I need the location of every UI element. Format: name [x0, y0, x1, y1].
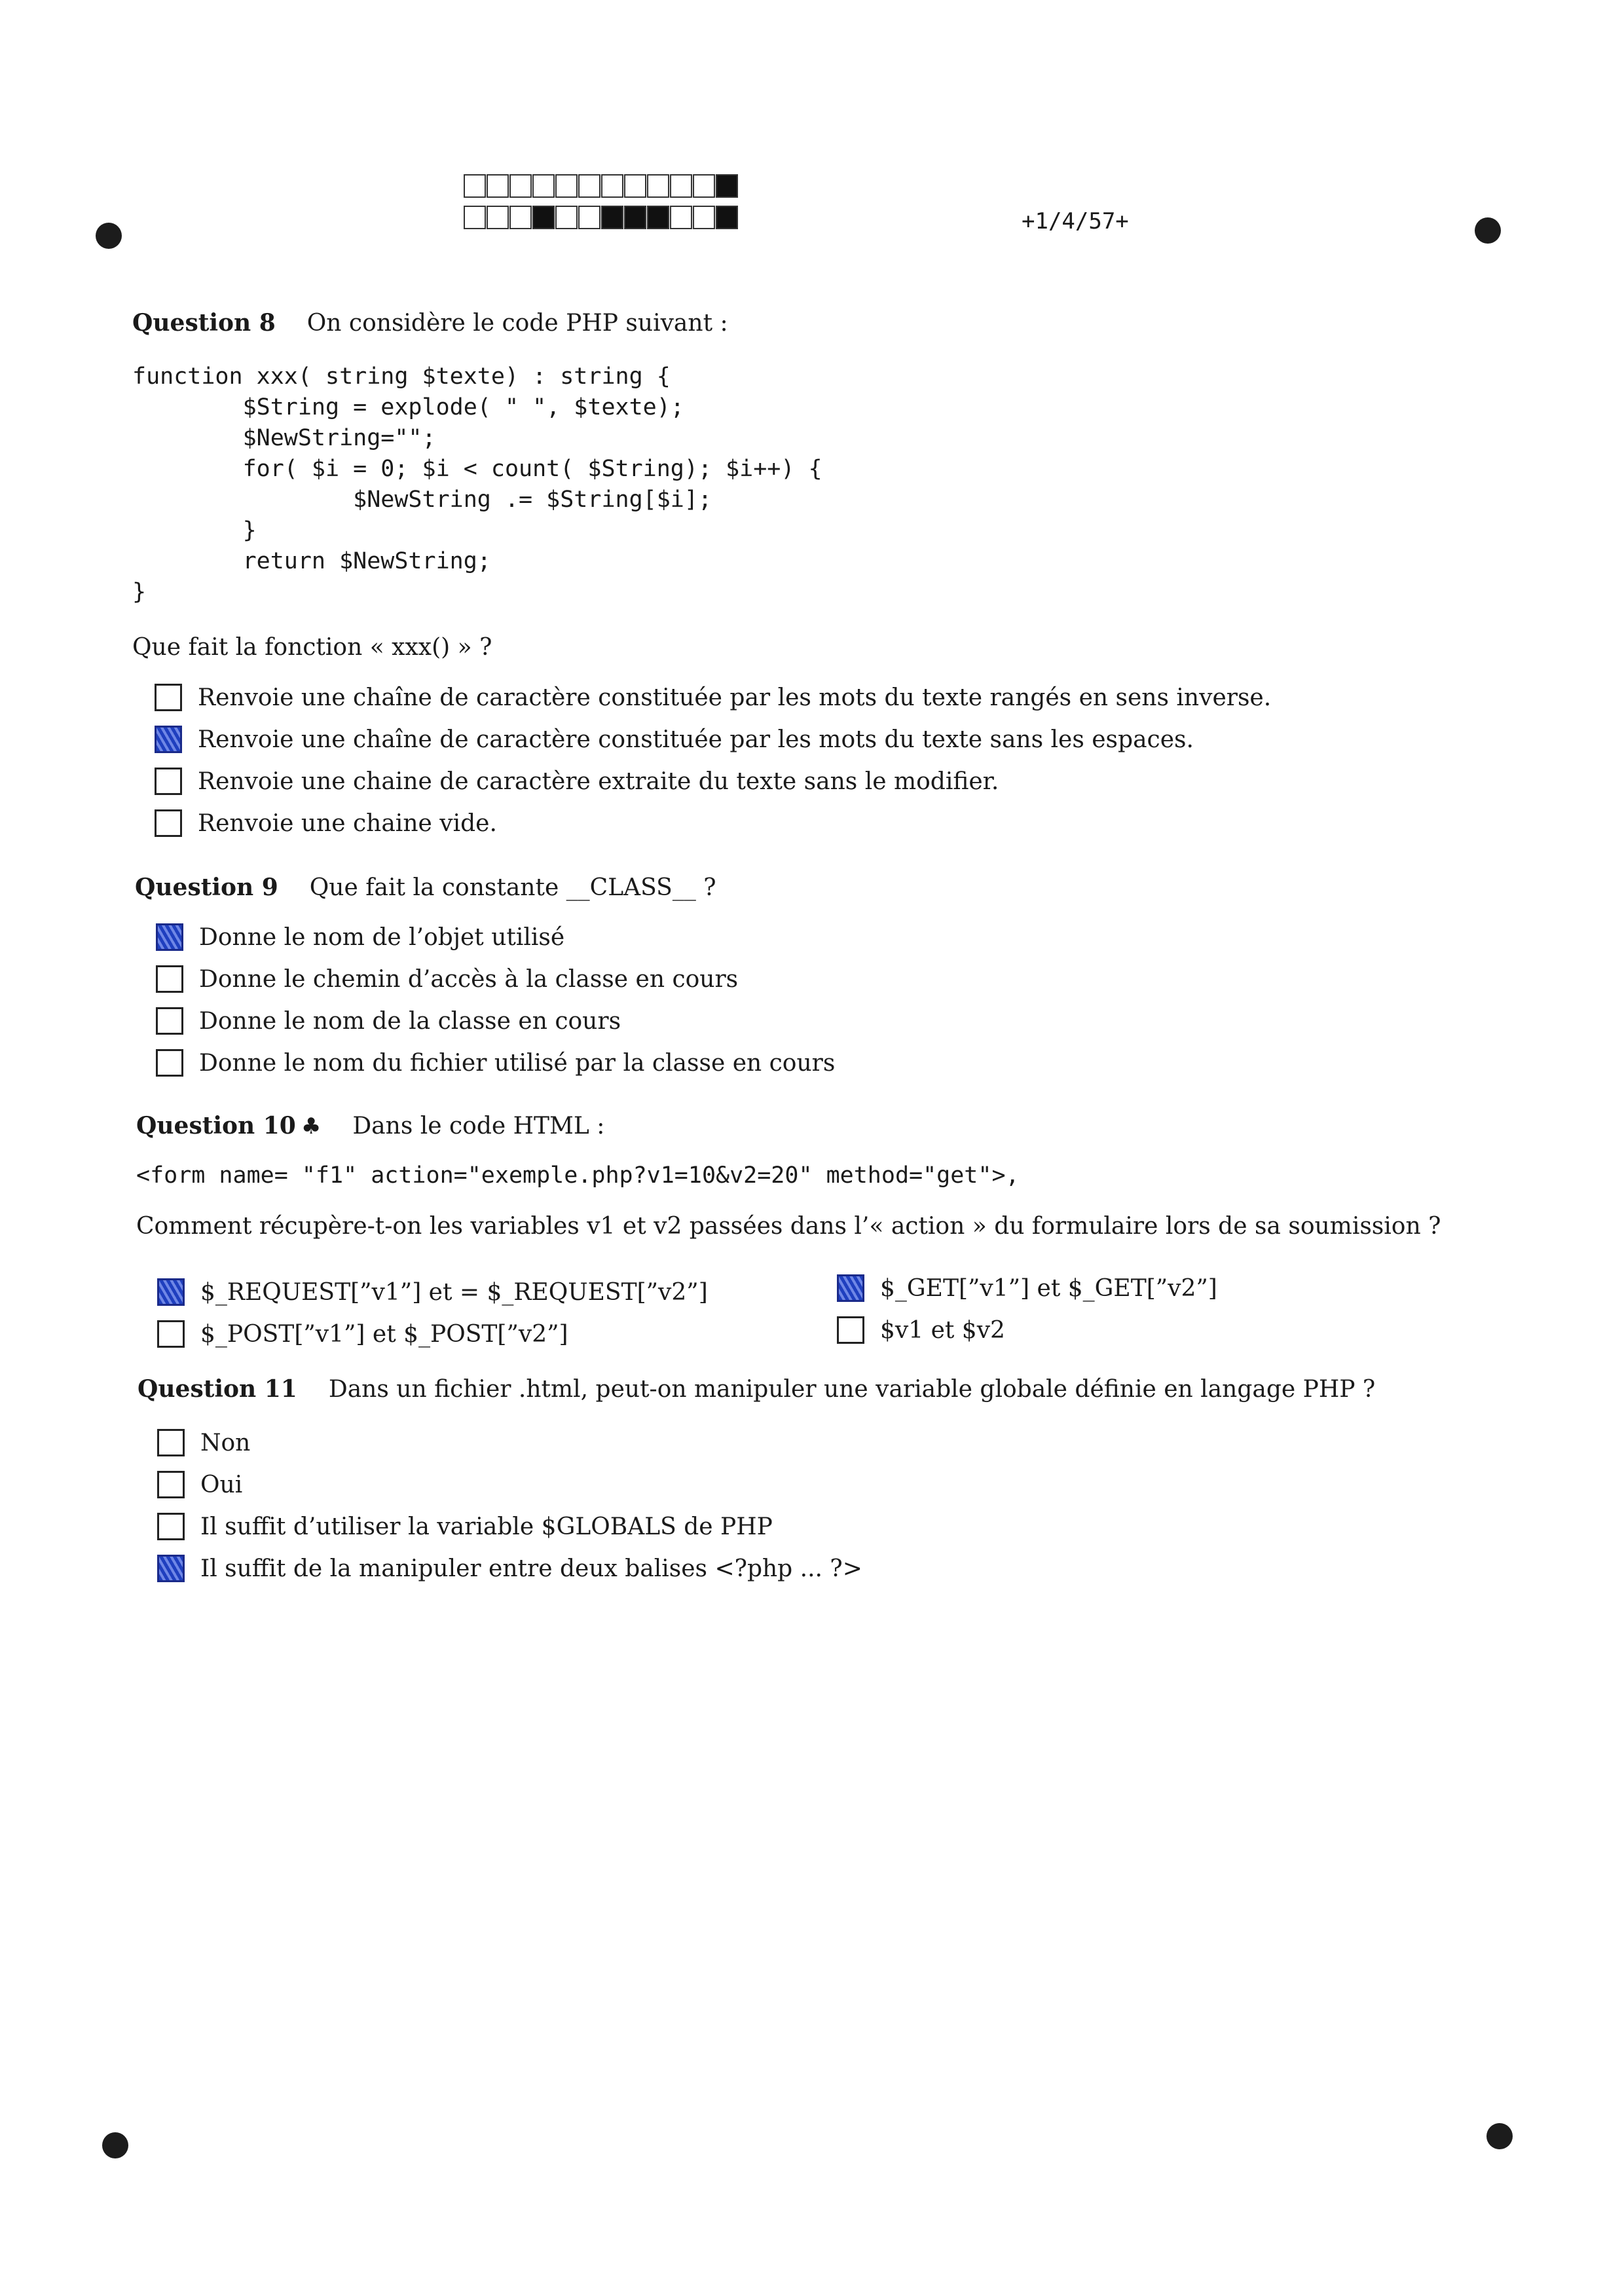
barcode-cell — [555, 206, 578, 229]
code-line: } — [132, 579, 147, 605]
barcode-cell — [693, 174, 715, 198]
q8-option-3[interactable] — [155, 768, 999, 795]
q10-option-3-label: $_POST[”v1”] et $_POST[”v2”] — [200, 1320, 568, 1348]
q9-checkbox-3[interactable] — [156, 1007, 183, 1035]
barcode-cell — [647, 174, 669, 198]
q11-option-4[interactable] — [157, 1555, 862, 1582]
question-10-prompt: Comment récupère-t-on les variables v1 et v2 passées dans l’« action » du formulaire lors de sa soumission ? — [136, 1213, 1441, 1240]
q9-checkbox-1[interactable] — [156, 923, 183, 951]
q9-checkbox-4[interactable] — [156, 1049, 183, 1077]
q8-option-2-label: Renvoie une chaîne de caractère constituée par les mots du texte sans les espaces. — [198, 726, 1194, 753]
q8-option-2[interactable] — [155, 726, 1194, 753]
question-11-label: Question 11 — [138, 1375, 297, 1403]
question-10-label-text: Question 10 — [136, 1112, 296, 1139]
registration-mark-top-left — [96, 223, 122, 249]
q9-option-1-label: Donne le nom de l’objet utilisé — [199, 923, 565, 951]
question-10-code: <form name= "f1" action="exemple.php?v1=10&v2=20" method="get">, — [136, 1162, 1020, 1189]
registration-mark-bottom-left — [102, 2132, 128, 2158]
q9-option-3-label: Donne le nom de la classe en cours — [199, 1007, 621, 1035]
q8-checkbox-4[interactable] — [155, 809, 182, 837]
q10-option-3[interactable] — [157, 1320, 568, 1348]
code-line: for( $i = 0; $i < count( $String); $i++) { — [132, 456, 822, 482]
q10-checkbox-4[interactable] — [837, 1316, 864, 1344]
q11-checkbox-3[interactable] — [157, 1513, 185, 1540]
q9-option-3[interactable] — [156, 1007, 621, 1035]
question-10-header — [136, 1112, 604, 1139]
q10-option-4-label: $v1 et $v2 — [880, 1316, 1005, 1344]
question-8-prompt: Que fait la fonction « xxx() » ? — [132, 634, 492, 661]
question-8-text: On considère le code PHP suivant : — [306, 310, 728, 337]
barcode-cell — [509, 174, 532, 198]
q11-option-3-label: Il suffit d’utiliser la variable $GLOBALS de PHP — [200, 1513, 773, 1540]
barcode-cell — [532, 174, 555, 198]
q10-option-1[interactable] — [157, 1278, 708, 1306]
code-line: $NewString=""; — [132, 425, 436, 451]
question-8-code — [132, 361, 822, 608]
barcode-row-2 — [464, 206, 739, 229]
question-10-text: Dans le code HTML : — [352, 1113, 605, 1139]
barcode-cell — [716, 206, 738, 229]
code-line: return $NewString; — [132, 548, 491, 574]
question-11-header — [138, 1375, 1375, 1403]
q10-checkbox-2[interactable] — [837, 1274, 864, 1302]
q11-checkbox-1[interactable] — [157, 1429, 185, 1456]
question-9-header — [135, 874, 716, 901]
barcode-cell — [532, 206, 555, 229]
barcode-cell — [578, 174, 600, 198]
barcode-cell — [716, 174, 738, 198]
q10-checkbox-1[interactable] — [157, 1278, 185, 1306]
question-11-text: Dans un fichier .html, peut-on manipuler une variable globale définie en langage PHP ? — [328, 1376, 1376, 1403]
barcode-cell — [509, 206, 532, 229]
q9-option-2[interactable] — [156, 965, 738, 993]
q11-option-1[interactable] — [157, 1429, 250, 1456]
q8-option-3-label: Renvoie une chaine de caractère extraite du texte sans le modifier. — [198, 768, 999, 795]
barcode-cell — [464, 174, 486, 198]
q8-checkbox-1[interactable] — [155, 684, 182, 711]
q10-option-2-label: $_GET[”v1”] et $_GET[”v2”] — [880, 1274, 1217, 1302]
q11-option-2-label: Oui — [200, 1471, 243, 1498]
barcode-cell — [670, 206, 692, 229]
question-9-text: Que fait la constante __CLASS__ ? — [309, 874, 716, 901]
q8-checkbox-2[interactable] — [155, 726, 182, 753]
q8-option-4-label: Renvoie une chaine vide. — [198, 809, 497, 837]
q11-checkbox-2[interactable] — [157, 1471, 185, 1498]
barcode-cell — [693, 206, 715, 229]
page-id: +1/4/57+ — [1022, 208, 1129, 234]
barcode-cell — [624, 174, 646, 198]
q9-option-1[interactable] — [156, 923, 564, 951]
club-icon: ♣ — [301, 1113, 322, 1139]
barcode-cell — [578, 206, 600, 229]
question-9-label: Question 9 — [135, 874, 278, 901]
q8-option-4[interactable] — [155, 809, 497, 837]
barcode-cell — [601, 206, 623, 229]
barcode-cell — [670, 174, 692, 198]
barcode-cell — [487, 206, 509, 229]
q9-option-4-label: Donne le nom du fichier utilisé par la classe en cours — [199, 1049, 836, 1077]
code-line: $NewString .= $String[$i]; — [132, 487, 712, 513]
q9-option-4[interactable] — [156, 1049, 835, 1077]
q10-option-1-label: $_REQUEST[”v1”] et = $_REQUEST[”v2”] — [200, 1278, 708, 1306]
barcode-cell — [601, 174, 623, 198]
q10-option-4[interactable] — [837, 1316, 1005, 1344]
code-line: function xxx( string $texte) : string { — [132, 363, 671, 390]
q10-checkbox-3[interactable] — [157, 1320, 185, 1348]
q11-option-3[interactable] — [157, 1513, 773, 1540]
question-8-label: Question 8 — [132, 309, 276, 337]
q11-checkbox-4[interactable] — [157, 1555, 185, 1582]
q8-checkbox-3[interactable] — [155, 768, 182, 795]
q11-option-4-label: Il suffit de la manipuler entre deux balises <?php ... ?> — [200, 1555, 862, 1582]
barcode-row-1 — [464, 174, 739, 198]
q9-checkbox-2[interactable] — [156, 965, 183, 993]
q8-option-1-label: Renvoie une chaîne de caractère constituée par les mots du texte rangés en sens inverse. — [198, 684, 1272, 711]
q8-option-1[interactable] — [155, 684, 1271, 711]
question-10-label — [136, 1112, 321, 1139]
barcode-cell — [487, 174, 509, 198]
registration-mark-top-right — [1475, 217, 1501, 244]
barcode-cell — [464, 206, 486, 229]
barcode-cell — [647, 206, 669, 229]
code-line: $String = explode( " ", $texte); — [132, 394, 684, 420]
q11-option-2[interactable] — [157, 1471, 242, 1498]
code-line: } — [132, 517, 257, 544]
q9-option-2-label: Donne le chemin d’accès à la classe en cours — [199, 965, 739, 993]
barcode-cell — [624, 206, 646, 229]
q11-option-1-label: Non — [200, 1429, 251, 1456]
q10-option-2[interactable] — [837, 1274, 1217, 1302]
registration-mark-bottom-right — [1486, 2123, 1513, 2149]
barcode-cell — [555, 174, 578, 198]
question-8-header — [132, 309, 728, 337]
